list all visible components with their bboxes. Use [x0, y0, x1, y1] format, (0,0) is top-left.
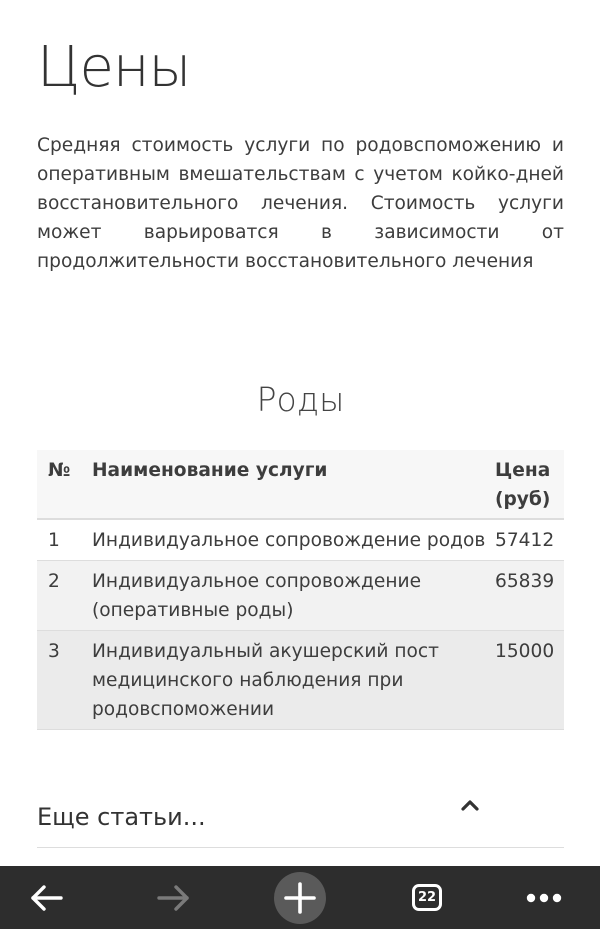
intro-paragraph: Средняя стоимость услуги по родовспоможению и оперативным вмешательствам с учетом койко-дней восстановительного лечения. Стоимость услуги может варьироватся в зависимости от продолжительности восстановительного лечения — [37, 135, 564, 272]
table-row — [37, 519, 564, 561]
browser-bottom-bar — [0, 866, 600, 929]
menu-button[interactable] — [516, 866, 572, 929]
forward-button[interactable] — [144, 866, 202, 929]
more-articles-label: Еще статьи... — [37, 803, 206, 831]
row-number: 2 — [37, 561, 92, 631]
table-row — [37, 631, 564, 730]
plus-icon — [273, 871, 327, 925]
more-dots-icon — [524, 892, 564, 904]
row-price: 57412 — [495, 519, 564, 561]
header-price: Цена (руб) — [495, 450, 564, 519]
tabs-button[interactable] — [400, 866, 454, 929]
back-arrow-icon — [27, 878, 67, 918]
table-header-row — [37, 450, 564, 519]
chevron-up-icon[interactable] — [460, 796, 480, 816]
section-title: Роды — [256, 380, 345, 419]
tab-count: 22 — [417, 890, 437, 905]
forward-arrow-icon — [153, 878, 193, 918]
row-price: 65839 — [495, 561, 564, 631]
row-price: 15000 — [495, 631, 564, 730]
row-number: 1 — [37, 519, 92, 561]
row-service-name: Индивидуальное сопровождение родов — [92, 519, 495, 561]
header-number: № — [37, 450, 92, 519]
back-button[interactable] — [18, 866, 76, 929]
row-service-name: Индивидуальное сопровождение (оперативные роды) — [92, 561, 495, 631]
new-tab-button[interactable] — [270, 866, 330, 929]
row-number: 3 — [37, 631, 92, 730]
header-service-name: Наименование услуги — [92, 450, 495, 519]
tabs-icon — [412, 884, 442, 911]
more-articles-toggle[interactable] — [37, 792, 564, 848]
row-service-name: Индивидуальный акушерский пост медицинского наблюдения при родовспоможении — [92, 631, 495, 730]
price-table — [37, 450, 564, 730]
page-title: Цены — [37, 35, 191, 100]
table-row — [37, 561, 564, 631]
